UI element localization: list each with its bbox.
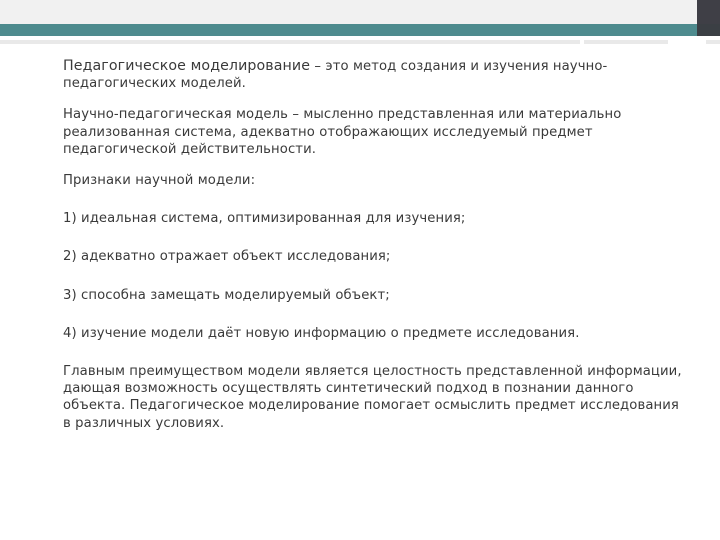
feature-item-1: 1) идеальная система, оптимизированная для изучения;	[63, 211, 466, 227]
feature-item-3: 3) способна замещать моделируемый объект;	[63, 287, 390, 303]
feature-item-4: 4) изучение модели даёт новую информацию о предмете исследования.	[63, 325, 580, 341]
top-dark-block	[697, 0, 720, 24]
model-definition-paragraph: Научно-педагогическая модель – мысленно представленная или материально реализованная система, адекватно отображающих исследуемый предмет педагогической действительности.	[63, 107, 622, 157]
features-heading: Признаки научной модели:	[63, 173, 256, 189]
separator-line-tail	[584, 40, 668, 44]
teal-title-bar	[0, 24, 720, 36]
dark-right-accent	[697, 24, 720, 36]
definition-paragraph	[63, 58, 688, 92]
definition-text: – это метод создания и изучения научно-педагогических моделей.	[63, 59, 608, 92]
top-header-strip	[0, 0, 720, 24]
separator-line-right	[706, 40, 720, 44]
feature-item-2: 2) адекватно отражает объект исследования;	[63, 249, 391, 265]
separator-line	[0, 40, 580, 44]
definition-term: Педагогическое моделирование	[63, 58, 311, 74]
advantage-paragraph: Главным преимуществом модели является целостность представленной информации, дающая возможность осуществлять синтетический подход в познании данного объекта. Педагогическое моделирование помогает осмыслить предмет исследования в различных условиях.	[63, 364, 682, 431]
slide-content	[63, 58, 688, 432]
